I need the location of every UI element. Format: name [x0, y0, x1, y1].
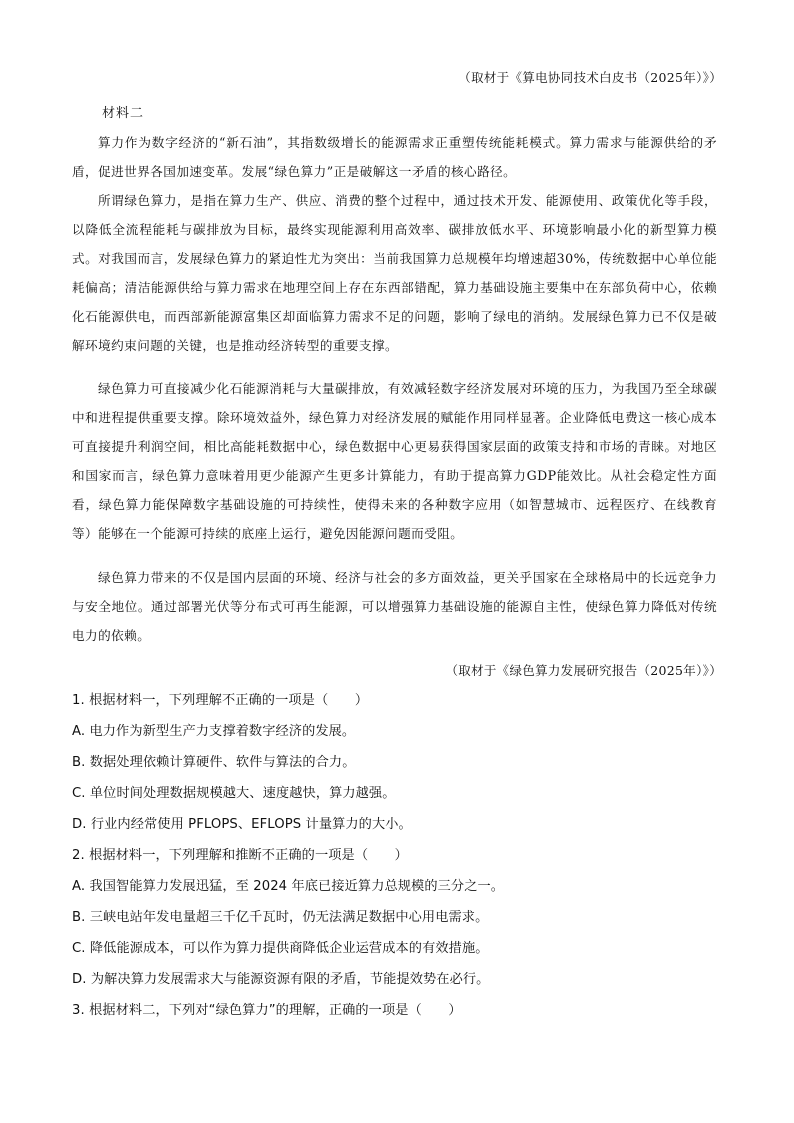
- material-2-paragraph-1: 算力作为数字经济的“新石油”，其指数级增长的能源需求正重塑传统能耗模式。算力需求与能源供给的矛盾，促进世界各国加速变革。发展“绿色算力”正是破解这一矛盾的核心路径。: [72, 135, 717, 179]
- question-1-option-b: B. 数据处理依赖计算硬件、软件与算法的合力。: [72, 755, 356, 770]
- question-1-option-a: A. 电力作为新型生产力支撑着数字经济的发展。: [72, 724, 356, 739]
- material-2-paragraph-3: 绿色算力可直接减少化石能源消耗与大量碳排放，有效减轻数字经济发展对环境的压力，为我国乃至全球碳中和进程提供重要支撑。除环境效益外，绿色算力对经济发展的赋能作用同样显著。企业降低电费这一核心成本可直接提升利润空间，相比高能耗数据中心，绿色数据中心更易获得国家层面的政策支持和市场的青睐。对地区和国家而言，绿色算力意味着用更少能源产生更多计算能力，有助于提高算力GDP能效比。从社会稳定性方面看，绿色算力能保障数字基础设施的可持续性，使得未来的各种数字应用（如智慧城市、远程医疗、在线教育等）能够在一个能源可持续的底座上运行，避免因能源问题而受阻。: [72, 381, 717, 541]
- source-citation-2: （取材于《绿色算力发展研究报告（2025年）》）: [445, 663, 722, 678]
- question-2-option-b: B. 三峡电站年发电量超三千亿千瓦时，仍无法满足数据中心用电需求。: [72, 910, 489, 925]
- question-2-option-a: A. 我国智能算力发展迅猛，至 2024 年底已接近算力总规模的三分之一。: [72, 879, 505, 894]
- question-2-stem: 2. 根据材料一，下列理解和推断不正确的一项是（ ）: [72, 848, 408, 863]
- question-2-option-c: C. 降低能源成本，可以作为算力提供商降低企业运营成本的有效措施。: [72, 941, 489, 956]
- question-3-stem: 3. 根据材料二，下列对“绿色算力”的理解，正确的一项是（ ）: [72, 1003, 462, 1018]
- material-2-heading: 材料二: [102, 106, 145, 121]
- material-2-paragraph-2: 所谓绿色算力，是指在算力生产、供应、消费的整个过程中，通过技术开发、能源使用、政策优化等手段，以降低全流程能耗与碳排放为目标，最终实现能源利用高效率、碳排放低水平、环境影响最小化的新型算力模式。对我国而言，发展绿色算力的紧迫性尤为突出：当前我国算力总规模年均增速超30%，传统数据中心单位能耗偏高；清洁能源供给与算力需求在地理空间上存在东西部错配，算力基础设施主要集中在东部负荷中心，依赖化石能源供电，而西部新能源富集区却面临算力需求不足的问题，影响了绿电的消纳。发展绿色算力已不仅是破解环境约束问题的关键，也是推动经济转型的重要支撑。: [72, 193, 717, 353]
- material-2-paragraph-4: 绿色算力带来的不仅是国内层面的环境、经济与社会的多方面效益，更关乎国家在全球格局中的长远竞争力与安全地位。通过部署光伏等分布式可再生能源，可以增强算力基础设施的能源自主性，使绿色算力降低对传统电力的依赖。: [72, 570, 717, 643]
- source-citation-1: （取材于《算电协同技术白皮书（2025年）》）: [458, 70, 722, 85]
- question-1-option-c: C. 单位时间处理数据规模越大、速度越快，算力越强。: [72, 786, 396, 801]
- question-1-stem: 1. 根据材料一，下列理解不正确的一项是（ ）: [72, 693, 369, 708]
- question-2-option-d: D. 为解决算力发展需求大与能源资源有限的矛盾，节能提效势在必行。: [72, 972, 490, 987]
- question-1-option-d: D. 行业内经常使用 PFLOPS、EFLOPS 计量算力的大小。: [72, 817, 412, 832]
